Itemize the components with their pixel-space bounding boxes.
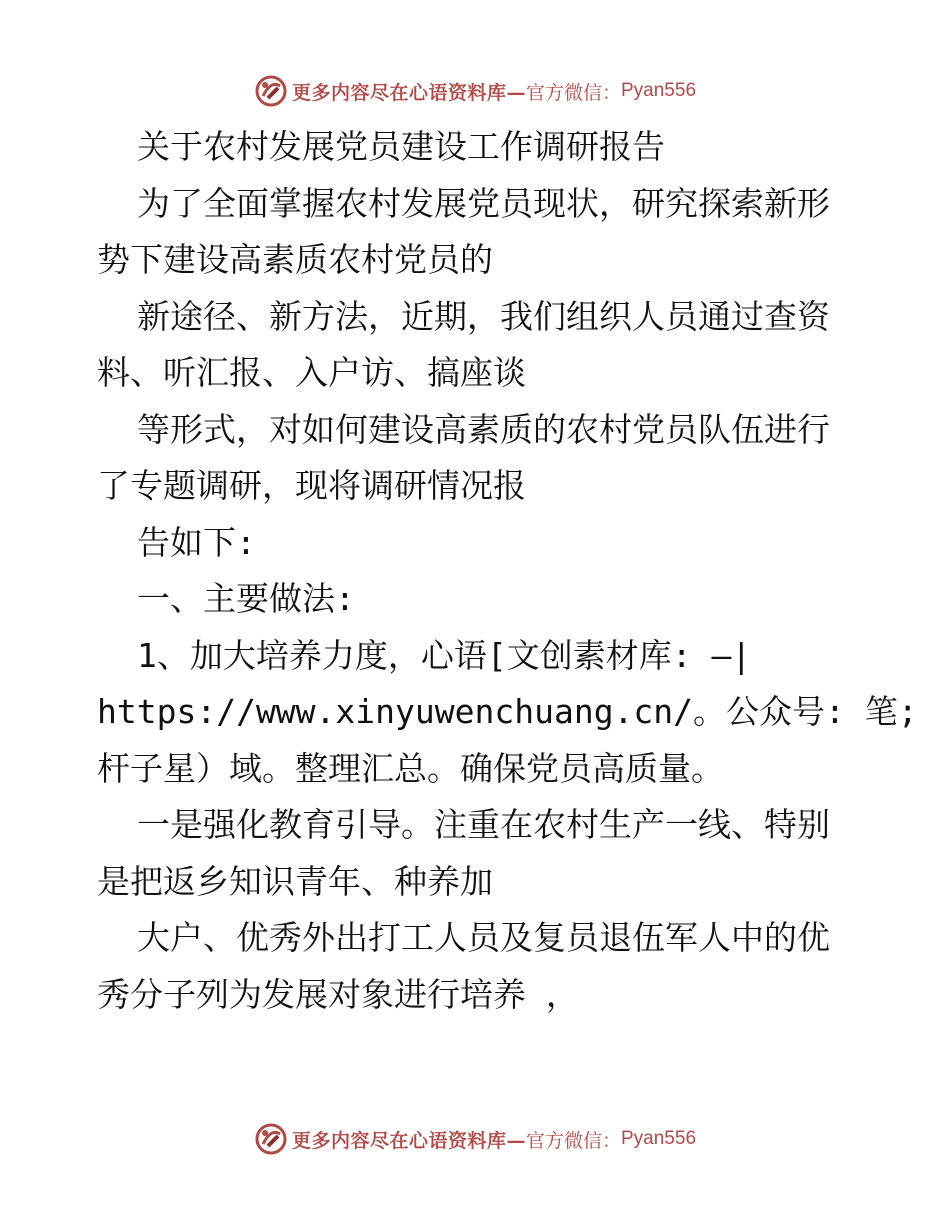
wechat-label: 官方微信： — [525, 1129, 621, 1152]
paragraph-line: 势下建设高素质农村党员的 — [97, 240, 493, 279]
paragraph-line: 1、加大培养力度，心语[文创素材库: —| — [137, 635, 752, 675]
paragraph-line: https://www.xinyuwenchuang.cn/。公众号: 笔; — [97, 692, 918, 731]
paragraph-line: 料、听汇报、入户访、搞座谈 — [97, 353, 526, 392]
document-body — [97, 119, 918, 1023]
wechat-id: Pyan556 — [621, 1128, 697, 1149]
logo-icon — [254, 74, 288, 108]
footer-banner — [0, 1119, 950, 1159]
wechat-id: Pyan556 — [621, 80, 697, 101]
logo-icon — [254, 1122, 288, 1156]
paragraph-line: 了专题调研，现将调研情况报 — [97, 466, 526, 505]
paragraph-line: 是把返乡知识青年、种养加 — [97, 861, 493, 901]
paragraph-line: 秀分子列为发展对象进行培养 ， — [97, 974, 579, 1014]
paragraph-line: 为了全面掌握农村发展党员现状，研究探索新形 — [137, 183, 830, 223]
wechat-label: 官方微信： — [525, 81, 621, 104]
paragraph-line: 新途径、新方法，近期，我们组织人员通过查资 — [137, 296, 830, 336]
paragraph-line: 杆子星）域。整理汇总。确保党员高质量。 — [97, 748, 724, 788]
header-banner — [0, 71, 950, 111]
banner-text: 更多内容尽在心语资料库— — [291, 1129, 526, 1152]
paragraph-line: 等形式，对如何建设高素质的农村党员队伍进行 — [137, 409, 830, 449]
paragraph-line: 告如下: — [137, 522, 256, 562]
paragraph-line: 大户、优秀外出打工人员及复员退伍军人中的优 — [137, 918, 830, 957]
document-title: 关于农村发展党员建设工作调研报告 — [137, 127, 665, 166]
section-heading: 一、主要做法: — [137, 579, 355, 618]
paragraph-line: 一是强化教育引导。注重在农村生产一线、特别 — [137, 805, 830, 844]
banner-text: 更多内容尽在心语资料库— — [291, 81, 526, 104]
